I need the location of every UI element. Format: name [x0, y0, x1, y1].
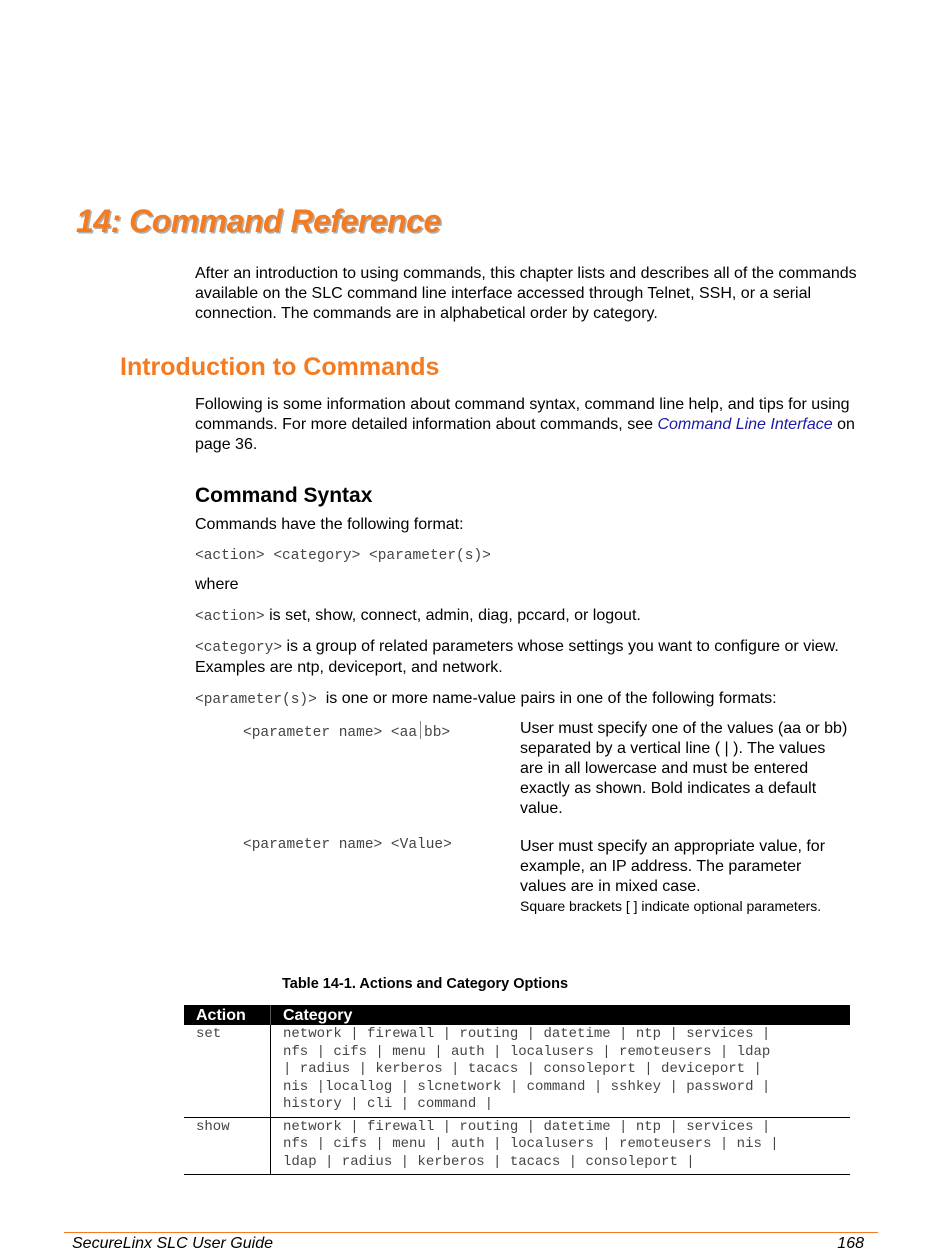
table-caption	[0, 976, 950, 992]
category-code: <category>	[195, 640, 283, 656]
footer-divider	[64, 1232, 878, 1233]
section-intro-page-ref: on page 36.	[195, 416, 855, 453]
action-code: <action>	[195, 609, 265, 625]
format-code-choice	[243, 721, 450, 741]
parameters-code: <parameter(s)>	[195, 692, 317, 708]
cell-action-show: show	[184, 1117, 271, 1175]
format-desc-value-text: User must specify an appropriate value, for example, an IP address. The parameter values are in mixed case.	[520, 838, 826, 895]
parameters-description: is one or more name-value pairs in one of the following formats:	[316, 690, 777, 707]
action-description: is set, show, connect, admin, diag, pccard, or logout.	[264, 607, 641, 624]
parameters-definition	[195, 689, 865, 710]
category-definition	[195, 637, 865, 678]
syntax-format-code: <action> <category> <parameter(s)>	[195, 548, 491, 564]
section-intro	[195, 395, 865, 455]
chapter-title: 14: Command Reference	[76, 203, 441, 239]
action-definition	[195, 606, 865, 627]
section-title: Introduction to Commands	[120, 353, 440, 381]
optional-parameters-note: Square brackets [ ] indicate optional parameters.	[520, 898, 822, 914]
syntax-lead: Commands have the following format:	[195, 516, 464, 533]
format-code-choice-a: <parameter name> <aa	[243, 725, 418, 741]
category-line: nfs | cifs | menu | auth | localusers | remoteusers | nis |	[283, 1136, 779, 1152]
subsection-title: Command Syntax	[195, 484, 373, 507]
vertical-line-separator	[420, 721, 421, 739]
header-category: Category	[271, 1005, 851, 1025]
footer-page-number: 168	[837, 1235, 864, 1252]
syntax-where: where	[195, 576, 239, 593]
cell-category-set	[271, 1025, 851, 1117]
category-line: ldap | radius | kerberos | tacacs | consoleport |	[283, 1153, 695, 1170]
table-caption-text: Table 14-1. Actions and Category Options	[281, 976, 569, 992]
table-row	[184, 1025, 850, 1117]
actions-category-table	[184, 1005, 850, 1175]
category-line: nfs | cifs | menu | auth | localusers | remoteusers | ldap	[283, 1043, 771, 1060]
category-line: network | firewall | routing | datetime | ntp | services |	[283, 1026, 771, 1042]
category-line: network | firewall | routing | datetime | ntp | services |	[283, 1118, 771, 1135]
category-description: is a group of related parameters whose settings you want to configure or view. Examples are ntp, deviceport, and network.	[195, 638, 839, 676]
cell-action-set: set	[184, 1025, 271, 1117]
header-action: Action	[184, 1005, 271, 1025]
format-desc-value	[520, 837, 850, 915]
section-intro-text: Following is some information about command syntax, command line help, and tips for using commands. For more detailed information about commands, see	[195, 396, 850, 433]
syntax-format	[195, 545, 865, 566]
table-header-row	[184, 1005, 850, 1025]
table-row	[184, 1117, 850, 1175]
footer-document-title: SecureLinx SLC User Guide	[72, 1235, 273, 1252]
category-line: history | cli | command |	[283, 1096, 494, 1112]
cell-category-show	[271, 1117, 851, 1175]
category-line: | radius | kerberos | tacacs | consoleport | deviceport |	[283, 1061, 762, 1077]
format-desc-choice: User must specify one of the values (aa or bb) separated by a vertical line ( | ). The values are in all lowercase and must be entered exactly as shown. Bold indicates a default value.	[520, 720, 848, 817]
format-code-value: <parameter name> <Value>	[243, 837, 452, 853]
format-code-choice-b: bb>	[424, 725, 451, 741]
chapter-intro: After an introduction to using commands, this chapter lists and describes all of the commands available on the SLC command line interface accessed through Telnet, SSH, or a serial connection. The commands are in alphabetical order by category.	[195, 265, 857, 322]
category-line: nis |locallog | slcnetwork | command | sshkey | password |	[283, 1078, 771, 1095]
command-line-interface-link[interactable]: Command Line Interface	[657, 416, 833, 433]
